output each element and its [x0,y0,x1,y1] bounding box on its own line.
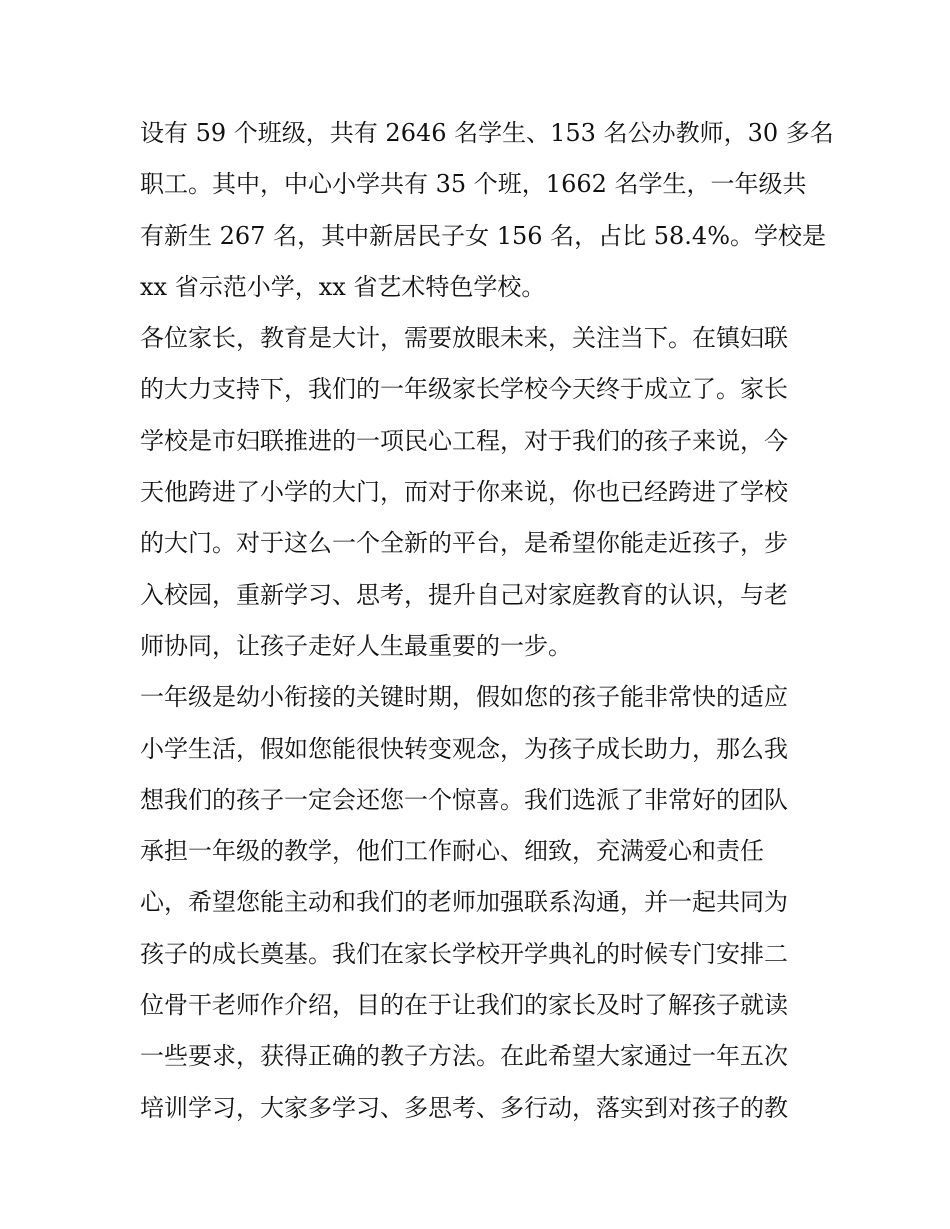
text-line: 想我们的孩子一定会还您一个惊喜。我们选派了非常好的团队 [140,785,788,814]
text-line: 承担一年级的教学，他们工作耐心、细致，充满爱心和责任 [140,837,764,866]
text-line: 位骨干老师作介绍，目的在于让我们的家长及时了解孩子就读 [140,991,788,1020]
text-line: 入校园，重新学习、思考，提升自己对家庭教育的认识，与老 [140,580,788,609]
text-line: 各位家长，教育是大计，需要放眼未来，关注当下。在镇妇联 [140,324,788,353]
text-line: 的大门。对于这么一个全新的平台，是希望你能走近孩子，步 [140,529,788,558]
text-line: 的大力支持下，我们的一年级家长学校今天终于成立了。家长 [140,375,788,404]
text-line: 有新生 267 名，其中新居民子女 156 名，占比 58.4%。学校是 [140,221,827,250]
text-line: 职工。其中，中心小学共有 35 个班，1662 名学生，一年级共 [140,170,807,199]
text-line: 孩子的成长奠基。我们在家长学校开学典礼的时候专门安排二 [140,939,788,968]
text-line: 心，希望您能主动和我们的老师加强联系沟通，并一起共同为 [140,888,788,917]
text-line: xx 省示范小学，xx 省艺术特色学校。 [140,272,546,301]
text-line: 师协同，让孩子走好人生最重要的一步。 [140,631,572,660]
text-line: 学校是市妇联推进的一项民心工程，对于我们的孩子来说，今 [140,426,788,455]
text-line: 小学生活，假如您能很快转变观念，为孩子成长助力，那么我 [140,734,788,763]
text-line: 设有 59 个班级，共有 2646 名学生、153 名公办教师，30 多名 [140,119,834,147]
document-body [140,108,834,1134]
text-line: 一年级是幼小衔接的关键时期，假如您的孩子能非常快的适应 [140,683,788,712]
text-line: 培训学习，大家多学习、多思考、多行动，落实到对孩子的教 [140,1093,788,1122]
text-line: 一些要求，获得正确的教子方法。在此希望大家通过一年五次 [140,1042,788,1071]
text-line: 天他跨进了小学的大门，而对于你来说，你也已经跨进了学校 [140,478,788,507]
